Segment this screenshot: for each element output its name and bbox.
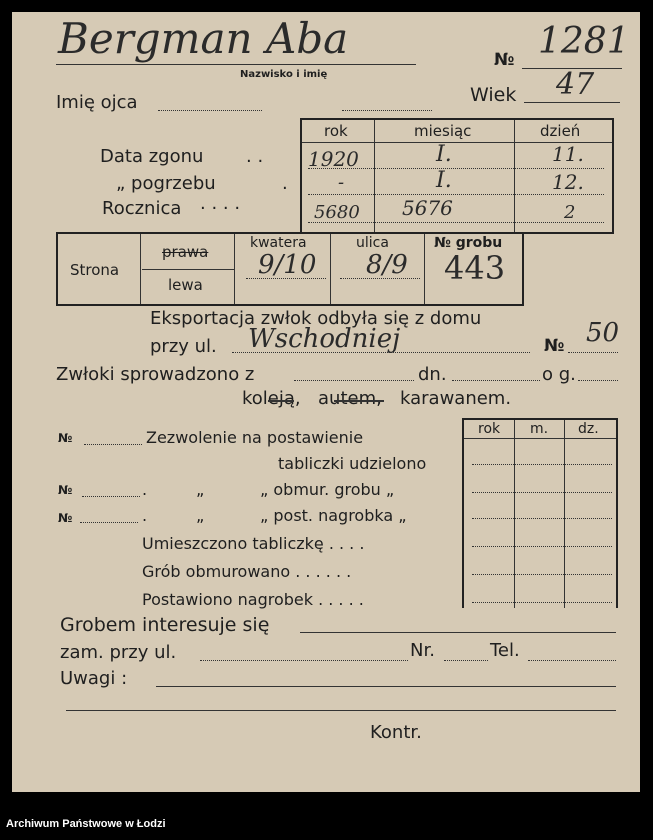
loc-col-sep-4 (424, 234, 425, 304)
permit3-quote: „ (196, 506, 205, 525)
permits-row5 (472, 574, 612, 575)
dn-line (452, 380, 540, 381)
address-line (200, 660, 408, 661)
permits-row6 (472, 602, 612, 603)
permit3-no: № (58, 511, 73, 525)
kontr-label: Kontr. (370, 722, 422, 743)
ulica-label: ulica (356, 235, 389, 251)
burial-dzien: 12. (552, 170, 584, 194)
father-label: Imię ojca (56, 92, 138, 113)
anniv-dzien: 2 (564, 202, 576, 223)
father-line-2 (342, 110, 432, 111)
permit2-no-line (82, 496, 140, 497)
permit3-text: „ post. nagrobka „ (260, 506, 407, 525)
walled-grave: Grób obmurowano . . . . . . (142, 562, 352, 581)
anniv-rok: 5680 (314, 202, 360, 223)
death-dzien: 11. (552, 142, 584, 166)
permits-row4 (472, 546, 612, 547)
tel-line (528, 660, 616, 661)
transport-autem-text: autem, (318, 388, 382, 409)
permits-row2 (472, 492, 612, 493)
permits-col-m: m. (530, 421, 549, 437)
notes-line1 (156, 686, 616, 687)
anniv-miesiac: 5676 (402, 196, 453, 220)
dn-label: dn. (418, 364, 447, 385)
loc-col-sep-3 (330, 234, 331, 304)
permits-row1 (472, 464, 612, 465)
export-przy-ul: przy ul. (150, 336, 217, 357)
dates-row2-line (308, 194, 604, 195)
father-line (158, 110, 262, 111)
notes-line2 (66, 710, 616, 711)
burial-dots: . (282, 173, 288, 194)
transport-kolej-text: koleją, (242, 388, 301, 409)
export-no-value: 50 (586, 318, 620, 348)
name-caption: Nazwisko i imię (240, 69, 328, 80)
permits-header-sep (464, 438, 616, 439)
permits-row3 (472, 518, 612, 519)
nr-line (444, 660, 488, 661)
col-dzien: dzień (540, 122, 581, 140)
placed-headstone: Postawiono nagrobek . . . . . (142, 590, 364, 609)
ulica-value: 8/9 (366, 250, 408, 280)
permits-col-sep-1 (514, 420, 515, 608)
permit1-no: № (58, 431, 73, 445)
kwatera-line (246, 278, 326, 279)
anniv-dots: · · · · (200, 198, 241, 219)
permit2-dot: . (142, 480, 148, 499)
death-date-label: Data zgonu (100, 146, 204, 167)
export-line1: Eksportacja zwłok odbyła się z domu (150, 308, 482, 329)
ulica-line (340, 278, 420, 279)
export-no-line (568, 352, 618, 353)
col-miesiac: miesiąc (414, 122, 472, 140)
kwatera-value: 9/10 (258, 250, 317, 280)
loc-side-sep (142, 269, 234, 270)
strona-label: Strona (70, 261, 120, 279)
export-street: Wschodniej (248, 324, 401, 354)
burial-date-label: „ pogrzebu (116, 173, 216, 194)
burial-rok: - (338, 172, 345, 193)
brought-label: Zwłoki sprowadzono z (56, 364, 255, 385)
address-label: zam. przy ul. (60, 642, 177, 663)
tel-label: Tel. (490, 640, 520, 661)
autem-strike (334, 400, 384, 402)
kolej-strike (268, 400, 294, 402)
brought-line (294, 380, 414, 381)
death-miesiac: I. (436, 142, 452, 167)
permit1-text2: tabliczki udzielono (278, 454, 427, 473)
permits-col-rok: rok (478, 421, 501, 437)
burial-miesiac: I. (436, 168, 452, 193)
transport-autem (318, 390, 382, 408)
dates-col-sep-2 (514, 120, 515, 232)
permit1-text: Zezwolenie na postawienie (146, 428, 364, 447)
prawa-label: prawa (162, 243, 209, 261)
permits-col-sep-2 (564, 420, 565, 608)
age-label: Wiek (470, 84, 517, 106)
number-label: № (494, 50, 515, 70)
loc-col-sep-2 (234, 234, 235, 304)
placed-plaque: Umieszczono tabliczkę . . . . (142, 534, 365, 553)
permits-col-dz: dz. (578, 421, 599, 437)
transport-kolej (242, 390, 301, 408)
name-handwritten: Bergman Aba (58, 14, 349, 63)
age-value: 47 (556, 67, 595, 102)
permit3-no-line (80, 522, 138, 523)
notes-label: Uwagi : (60, 668, 128, 689)
death-dots: . . (246, 146, 264, 167)
og-line (578, 380, 618, 381)
nr-label: Nr. (410, 640, 435, 661)
permit1-no-line (84, 444, 142, 445)
grob-value: 443 (444, 249, 506, 287)
loc-col-sep-1 (140, 234, 141, 304)
export-no-label: № (544, 336, 565, 356)
transport-karawan: karawanem. (400, 388, 512, 409)
anniversary-label: Rocznica (102, 198, 182, 219)
interest-label: Grobem interesuje się (60, 614, 270, 636)
permit2-text: „ obmur. grobu „ (260, 480, 395, 499)
record-card (12, 12, 640, 792)
col-rok: rok (324, 122, 348, 140)
death-rok: 1920 (308, 147, 359, 171)
og-label: o g. (542, 364, 576, 385)
interest-line (300, 632, 616, 633)
lewa-label: lewa (168, 276, 203, 294)
permit2-no: № (58, 483, 73, 497)
number-value: 1281 (538, 21, 630, 62)
grob-label: № grobu (434, 235, 503, 251)
permits-table (462, 418, 618, 608)
permit3-dot: . (142, 506, 148, 525)
archive-caption: Archiwum Państwowe w Łodzi (6, 818, 166, 830)
kwatera-label: kwatera (250, 235, 307, 251)
dates-col-sep-1 (374, 120, 375, 232)
permit2-quote: „ (196, 480, 205, 499)
age-underline (524, 102, 620, 103)
name-underline (56, 64, 416, 65)
